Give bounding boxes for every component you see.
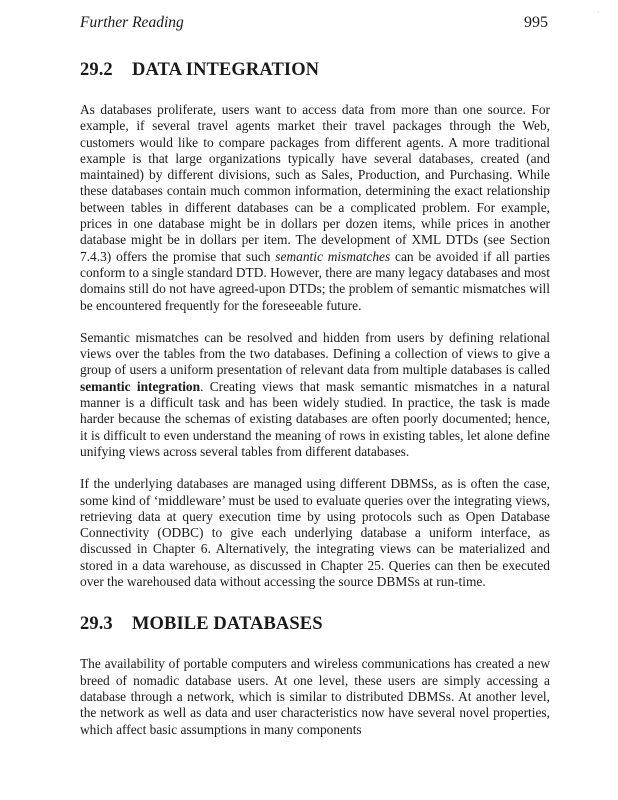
paragraph-text: Semantic mismatches can be resolved and hidden from users by defining relational views over the tables from the two databases. Defining a collection of views to give a group of users a uniform presentation of relevant data from multiple databases is called: [80, 329, 550, 378]
paragraph: [80, 330, 550, 460]
paragraph: The availability of portable computers and wireless communications has created a new breed of nomadic database users. At one level, these users are simply accessing a database through a network, which is similar to distributed DBMSs. At another level, the network as well as data and user characteristics now have several novel properties, which affect basic assumptions in many components: [80, 656, 550, 737]
running-header: [80, 14, 550, 40]
running-title: Further Reading: [80, 14, 184, 31]
section-heading-mobile-databases: [80, 612, 550, 636]
scan-speck: ·: [597, 8, 600, 17]
page-content: [80, 14, 550, 738]
emphasis-term: semantic mismatches: [275, 248, 391, 264]
paragraph: If the underlying databases are managed using different DBMSs, as is often the case, some kind of ‘middleware’ must be used to evaluate queries over the integrating views, retrieving data at query execution time by using protocols such as Open Database Connectivity (ODBC) to give each underlying database a uniform interface, as discussed in Chapter 6. Alternatively, the integrating views can be materialized and stored in a data warehouse, as discussed in Chapter 25. Queries can then be executed over the warehoused data without accessing the source DBMSs at run-time.: [80, 476, 550, 590]
paragraph-text: As databases proliferate, users want to access data from more than one source. For example, if several travel agents market their travel packages through the Web, customers would like to compare packages from different agents. A more traditional example is that large organizations typically have several databases, created (and maintained) by different divisions, such as Sales, Production, and Purchasing. While these databases contain much common information, determining the exact relationship between tables in different databases can be a complicated problem. For example, prices in one database might be in dollars per dozen items, while prices in another database might be in dollars per item. The development of XML DTDs (see Section 7.4.3) offers the promise that such: [80, 102, 550, 264]
paragraph: [80, 102, 550, 314]
key-term: semantic integration: [80, 378, 201, 394]
section-title: DATA INTEGRATION: [132, 60, 320, 80]
page-number: 995: [524, 14, 548, 31]
section-title: MOBILE DATABASES: [132, 614, 323, 635]
paragraph-text: can be avoided if all parties conform to a single standard DTD. However, there are many legacy databases and most domains still do not have agreed-upon DTDs; the problem of semantic mismatches will be encountered frequently for the foreseeable future.: [80, 248, 551, 313]
section-number: 29.3: [80, 614, 113, 635]
paragraph-text: . Creating views that mask semantic mismatches in a natural manner is a difficult task and has been widely studied. In practice, the task is made harder because the schemas of existing databases are often poorly documented; hence, it is difficult to even understand the meaning of rows in existing tables, let alone define unifying views across several tables from different databases.: [80, 378, 550, 459]
section-number: 29.2: [80, 60, 113, 80]
section-heading-data-integration: [80, 58, 550, 82]
